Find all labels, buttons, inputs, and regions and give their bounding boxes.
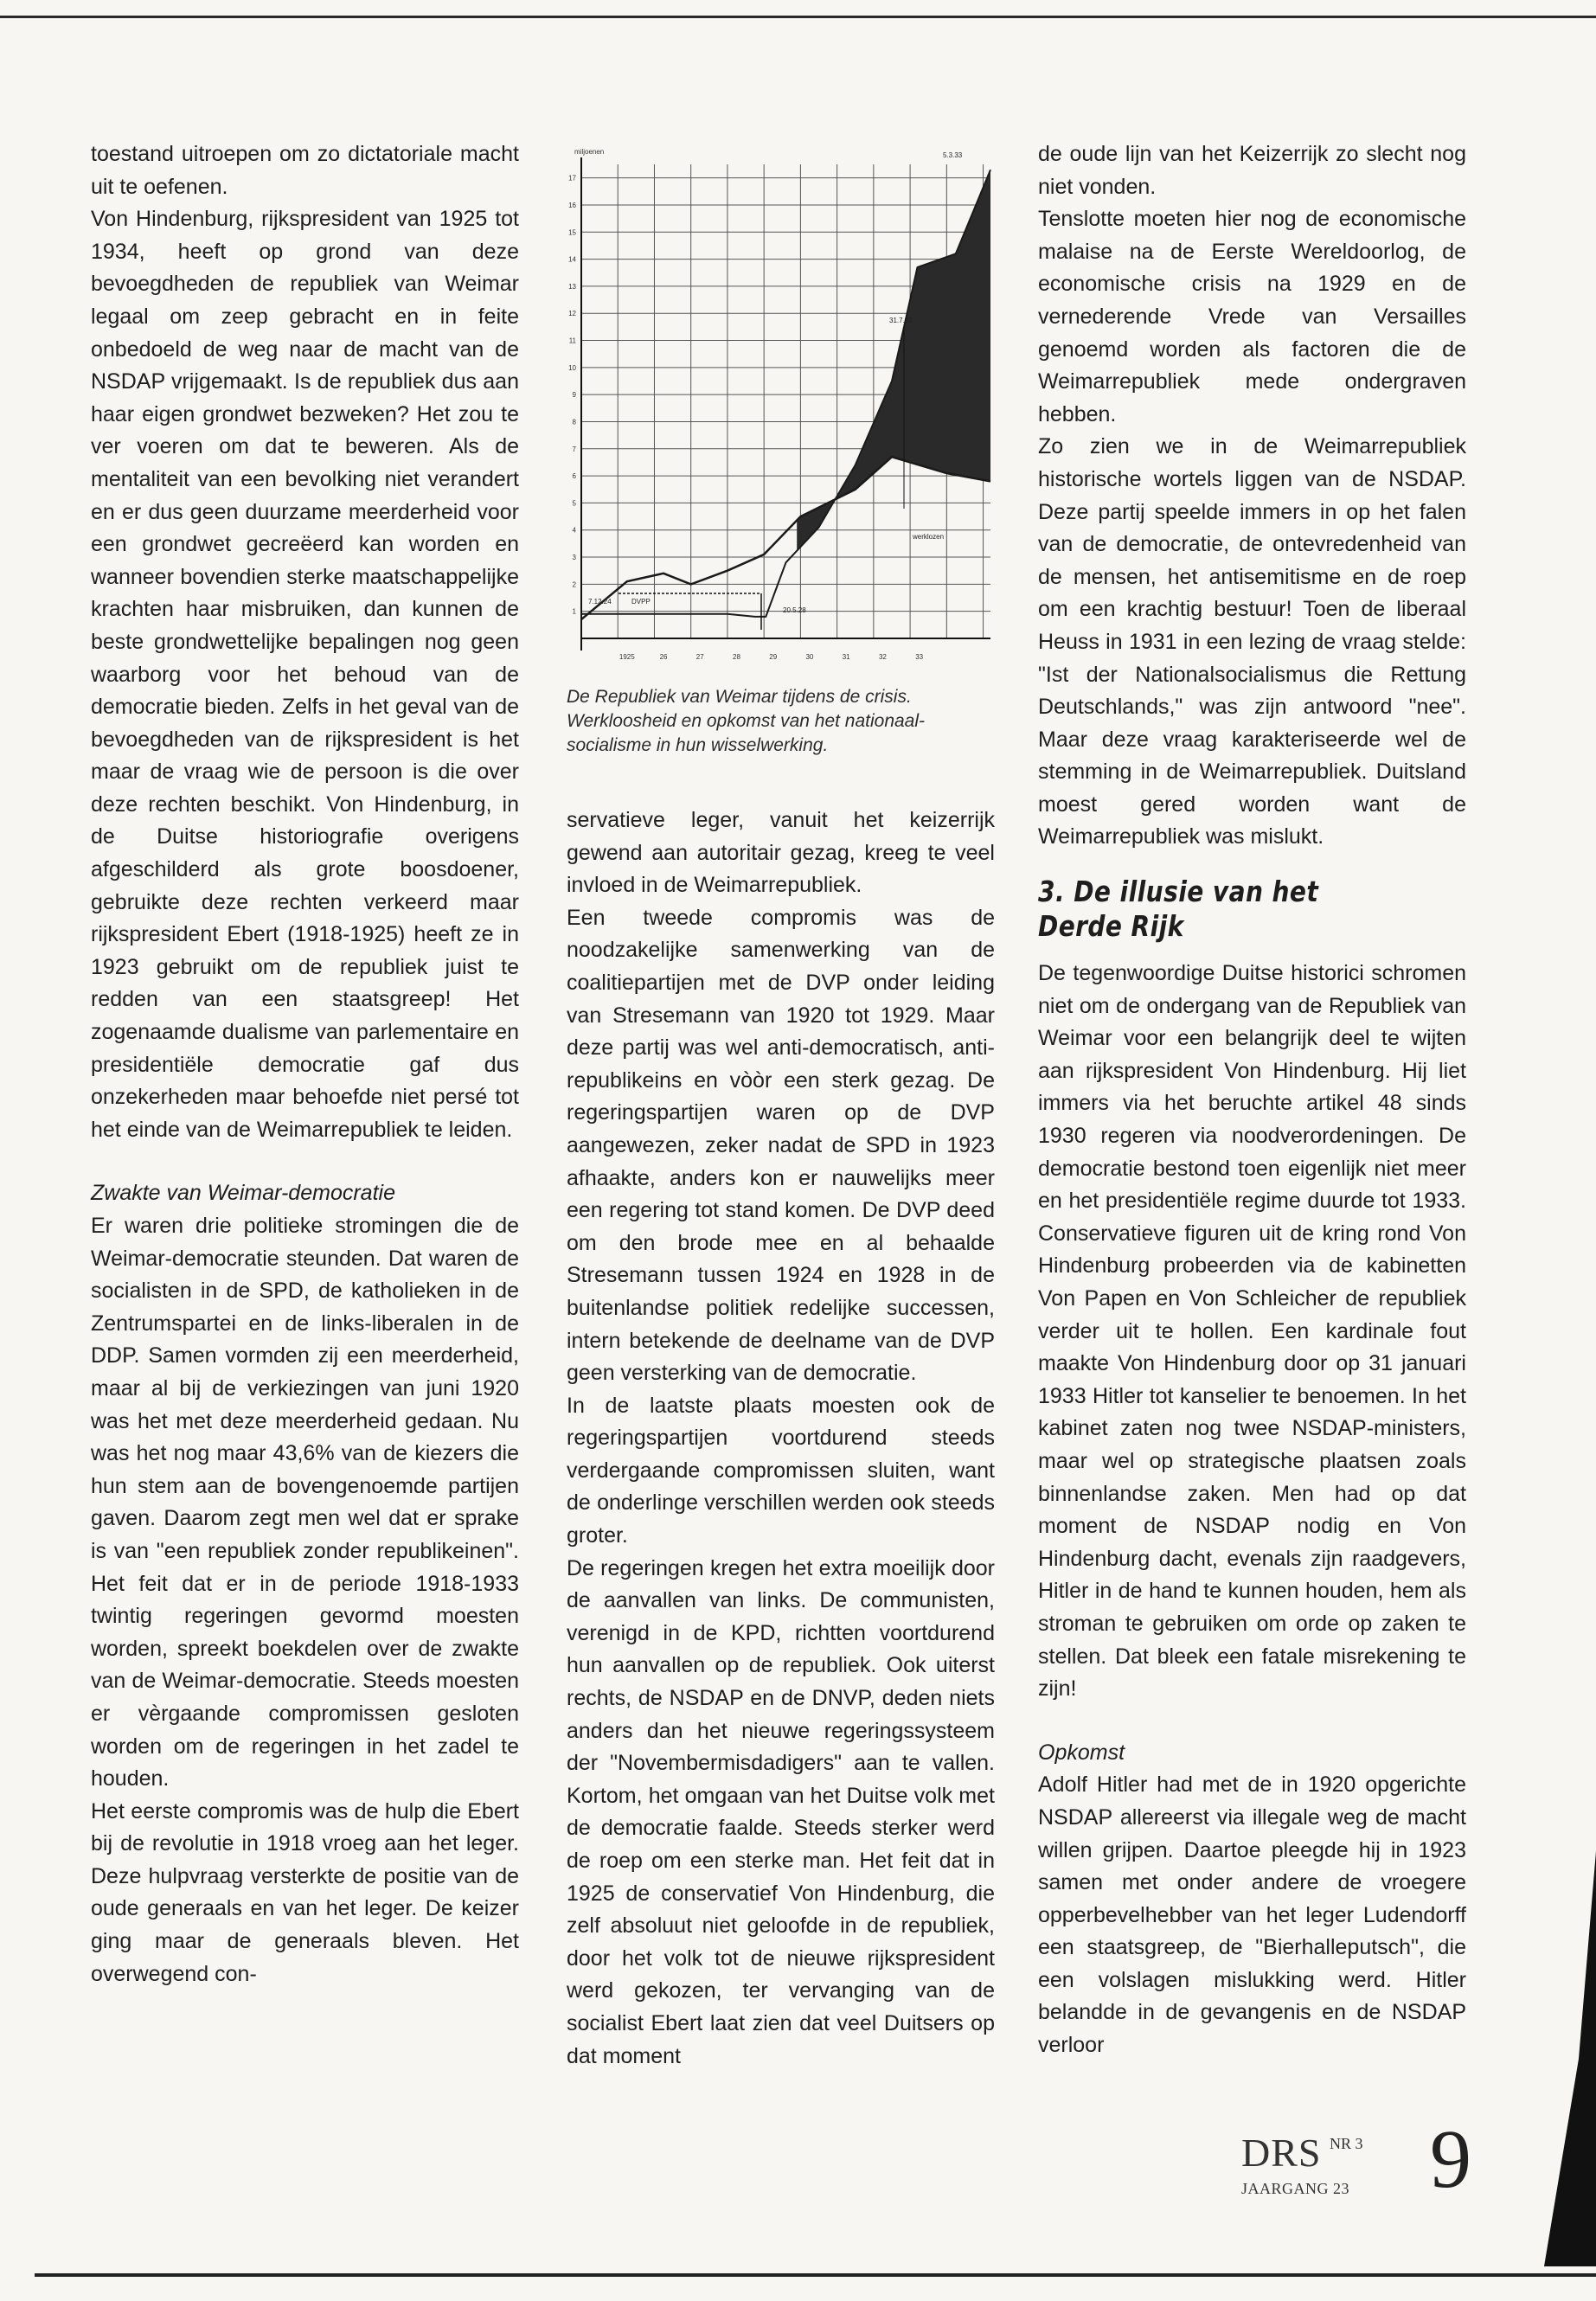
y-tick-label: 14 bbox=[568, 255, 576, 264]
x-tick-label: 31 bbox=[842, 653, 850, 661]
x-tick-label: 29 bbox=[769, 653, 778, 661]
chart-annotation: werklozen bbox=[913, 533, 945, 541]
y-tick-label: 17 bbox=[568, 174, 576, 183]
y-tick-label: 5 bbox=[572, 499, 576, 508]
paragraph: Zo zien we in de Weimarrepubliek historische wortels liggen van de NSDAP. Deze partij speelde immers in op het falen van de democratie, de ontevredenheid van de mensen, het antisemitisme en de roep om een krachtig bestuur! Toen de liberaal Heuss in 1931 in een lezing de vraag stelde: "Ist der Nationalsocialismus die Rettung Deutschlands," was zijn antwoord "nee". Maar deze vraag karakteriseerde wel de stemming in de Weimarrepubliek. Duitsland moest gered worden want de Weimarrepubliek was mislukt. bbox=[1038, 434, 1466, 849]
caption-line: Werkloosheid en opkomst van het nationaal-socialisme in hun wisselwerking. bbox=[567, 711, 926, 755]
volume-label: JAARGANG 23 bbox=[1241, 2180, 1350, 2197]
y-tick-label: 13 bbox=[568, 282, 576, 291]
subheading: Opkomst bbox=[1038, 1740, 1125, 1765]
x-tick-label: 27 bbox=[695, 653, 704, 661]
corner-shadow bbox=[1544, 1851, 1596, 2266]
x-tick-label: 30 bbox=[805, 653, 814, 661]
chart-annotation: 5.3.33 bbox=[943, 151, 963, 159]
y-tick-label: 4 bbox=[572, 526, 576, 535]
paragraph: Adolf Hitler had met de in 1920 opgerichte NSDAP allereerst via illegale weg de macht willen grijpen. Daartoe pleegde hij in 1923 samen met onder andere de vroegere opperbevelhebber van het leger Ludendorff een staatsgreep, de "Bierhalleputsch", die een volslagen mislukking werd. Hitler belandde in de gevangenis en de NSDAP verloor bbox=[1038, 1772, 1466, 2058]
chart-annotation: DVPP bbox=[631, 598, 651, 606]
x-tick-label: 1925 bbox=[619, 653, 635, 661]
figure-caption bbox=[567, 685, 995, 758]
y-tick-label: 6 bbox=[572, 472, 576, 481]
y-tick-label: 10 bbox=[568, 363, 576, 372]
chart-annotation: 31.7.32 bbox=[889, 317, 913, 324]
paragraph: Een tweede compromis was de noodzakelijke samenwerking van de coalitiepartijen met de DVP onder leiding van Stresemann van 1920 tot 1929. Maar deze partij was wel anti-democratisch, anti-republikeins en vòòr een sterk gezag. De regeringspartijen waren op de DVP aangewezen, zeker nadat de SPD in 1923 afhaakte, anders kon er nauwelijks meer een regering tot stand komen. De DVP deed om den brode mee en al behaalde Stresemann tussen 1924 en 1928 in de buitenlandse politiek redelijke successen, intern betekende de deelname van de DVP geen versterking van de democratie. bbox=[567, 905, 995, 1386]
magazine-name: DRS bbox=[1241, 2131, 1322, 2175]
paragraph: toestand uitroepen om zo dictatoriale macht uit te oefenen. bbox=[91, 142, 519, 199]
column-2 bbox=[567, 804, 995, 2073]
y-tick-label: 7 bbox=[572, 445, 576, 453]
paragraph: Er waren drie politieke stromingen die de Weimar-democratie steunden. Dat waren de socialisten in de SPD, de katholieken in de Zentrumspartei en de links-liberalen in de DDP. Samen vormden zij een meerderheid, maar al bij de verkiezingen van juni 1920 was het met deze meerderheid gedaan. Nu was het nog maar 43,6% van de kiezers die hun stem aan de bovengenoemde partijen gaven. Daarom zegt men wel dat er sprake is van "een republiek zonder republikeinen". Het feit dat er in de periode 1918-1933 twintig regeringen gevormd moesten worden, spreekt boekdelen over de zwakte van de Weimar-democratie. Steeds moesten er vèrgaande compromissen gesloten worden om de regeringen in het zadel te houden. bbox=[91, 1214, 519, 1791]
chart-svg bbox=[562, 145, 999, 664]
paragraph: De regeringen kregen het extra moeilijk door de aanvallen van links. De communisten, verenigd in de KPD, richtten voortdurend hun aanvallen op de republiek. Ook uiterst rechts, de NSDAP en de DNVP, deden niets anders dan het nieuwe regeringssysteem der "Novembermisdadigers" aan te vallen. Kortom, het omgaan van het Duitse volk met de democratie faalde. Steeds sterker werd de roep om een sterke man. Het feit dat in 1925 de conservatief Von Hindenburg, die zelf absoluut niet geloofde in de republiek, door het volk tot de nieuwe rijkspresident werd gekozen, ter vervanging van de socialist Ebert laat zien dat veel Duitsers op dat moment bbox=[567, 1555, 995, 2068]
bottom-rule bbox=[35, 2273, 1596, 2277]
y-tick-label: 3 bbox=[572, 554, 576, 562]
paragraph: Von Hindenburg, rijkspresident van 1925 tot 1934, heeft op grond van deze bevoegdheden de republiek van Weimar legaal om zeep gebracht en in feite onbedoeld de weg naar de macht van de NSDAP vrijgemaakt. Is de republiek dus aan haar eigen grondwet bezweken? Het zou te ver voeren om dat te beweren. Als de mentaliteit van een bevolking niet verandert en er dus geen duurzame meerderheid voor een grondwet gecreëerd kan worden en wanneer bovendien sterke maatschappelijke krachten haar misbruiken, dan kunnen de beste grondwettelijke bepalingen nog geen waarborg voor het behoud van de democratie bieden. Zelfs in het geval van de bevoegdheden van de rijkspresident is het maar de vraag wie de persoon is die over deze rechten beschikt. Von Hindenburg, in de Duitse historiografie overigens afgeschilderd als grote boosdoener, gebruikte deze rechten verkeerd maar rijkspresident Ebert (1918-1925) heeft ze in 1923 gebruikt om de republiek juist te redden van een staatsgreep! Het zogenaamde dualisme van parlementaire en presidentiële democratie gaf dus onzekerheden maar behoefde niet persé tot het einde van de Weimarrepubliek te leiden. bbox=[91, 207, 519, 1142]
y-tick-label: 9 bbox=[572, 391, 576, 400]
chart-annotation: 20.5.28 bbox=[783, 606, 806, 614]
column-1 bbox=[91, 138, 519, 1990]
y-tick-label: 11 bbox=[568, 336, 576, 345]
paragraph: Het eerste compromis was de hulp die Ebert bij de revolutie in 1918 vroeg aan het leger. Deze hulpvraag versterkte de positie van de oude generaals en van het leger. De keizer ging maar de generaals bleven. Het overwegend con- bbox=[91, 1798, 519, 1986]
subheading: Zwakte van Weimar-democratie bbox=[91, 1181, 395, 1206]
page-number: 9 bbox=[1430, 2112, 1471, 2205]
y-tick-label: 16 bbox=[568, 201, 576, 209]
y-tick-label: 1 bbox=[572, 607, 576, 616]
page-footer bbox=[1241, 2112, 1501, 2234]
paragraph: de oude lijn van het Keizerrijk zo slecht nog niet vonden. bbox=[1038, 142, 1466, 199]
column-3 bbox=[1038, 138, 1466, 2062]
top-rule bbox=[0, 16, 1596, 18]
issue-number: NR 3 bbox=[1330, 2135, 1363, 2152]
chart-band-fill bbox=[797, 170, 990, 551]
section-title: 3. De illusie van het Derde Rijk bbox=[1038, 875, 1319, 944]
paragraph: De tegenwoordige Duitse historici schromen niet om de ondergang van de Republiek van Weimar voor een belangrijk deel te wijten aan rijkspresident Von Hindenburg. Hij liet immers via het beruchte artikel 48 sinds 1930 regeren via noodverordeningen. De democratie bestond toen eigenlijk niet meer en het presidentiële regime duurde tot 1933. Conservatieve figuren uit de kring rond Von Hindenburg probeerden via de kabinetten Von Papen en Von Schleicher de republiek verder uit te hollen. Een kardinale fout maakte Von Hindenburg door op 31 januari 1933 Hitler tot kanselier te benoemen. In het kabinet zaten nog twee NSDAP-ministers, maar wel op strategische plaatsen zoals binnenlandse zaken. Men had op dat moment de NSDAP nodig en Von Hindenburg dacht, evenals zijn raadgevers, Hitler in de hand te kunnen houden, hem als stroman te gebruiken om orde op zaken te stellen. Dat bleek een fatale misrekening te zijn! bbox=[1038, 961, 1466, 1702]
paragraph: Tenslotte moeten hier nog de economische malaise na de Eerste Wereldoorlog, de economische crisis na 1929 en de vernederende Vrede van Versailles genoemd worden als factoren die de Weimarrepubliek mede ondergraven hebben. bbox=[1038, 207, 1466, 426]
x-tick-label: 26 bbox=[659, 653, 668, 661]
x-tick-label: 32 bbox=[878, 653, 887, 661]
y-tick-label: 2 bbox=[572, 580, 576, 589]
y-tick-label: 15 bbox=[568, 228, 576, 237]
caption-line: De Republiek van Weimar tijdens de crisis. bbox=[567, 687, 912, 707]
y-tick-label: 12 bbox=[568, 310, 576, 318]
x-tick-label: 28 bbox=[733, 653, 740, 661]
paragraph: servatieve leger, vanuit het keizerrijk gewend aan autoritair gezag, kreeg te veel invloed in de Weimarrepubliek. bbox=[567, 808, 995, 898]
chart-annotation: 7.12.24 bbox=[588, 598, 612, 606]
paragraph: In de laatste plaats moesten ook de regeringspartijen voortdurend steeds verdergaande compromissen sluiten, want de onderlinge verschillen werden ook steeds groter. bbox=[567, 1393, 995, 1548]
y-tick-label: 8 bbox=[572, 418, 576, 426]
x-tick-label: 33 bbox=[915, 653, 924, 661]
unemployment-nsdap-chart bbox=[562, 145, 999, 664]
y-axis-label: miljoenen bbox=[574, 148, 605, 156]
